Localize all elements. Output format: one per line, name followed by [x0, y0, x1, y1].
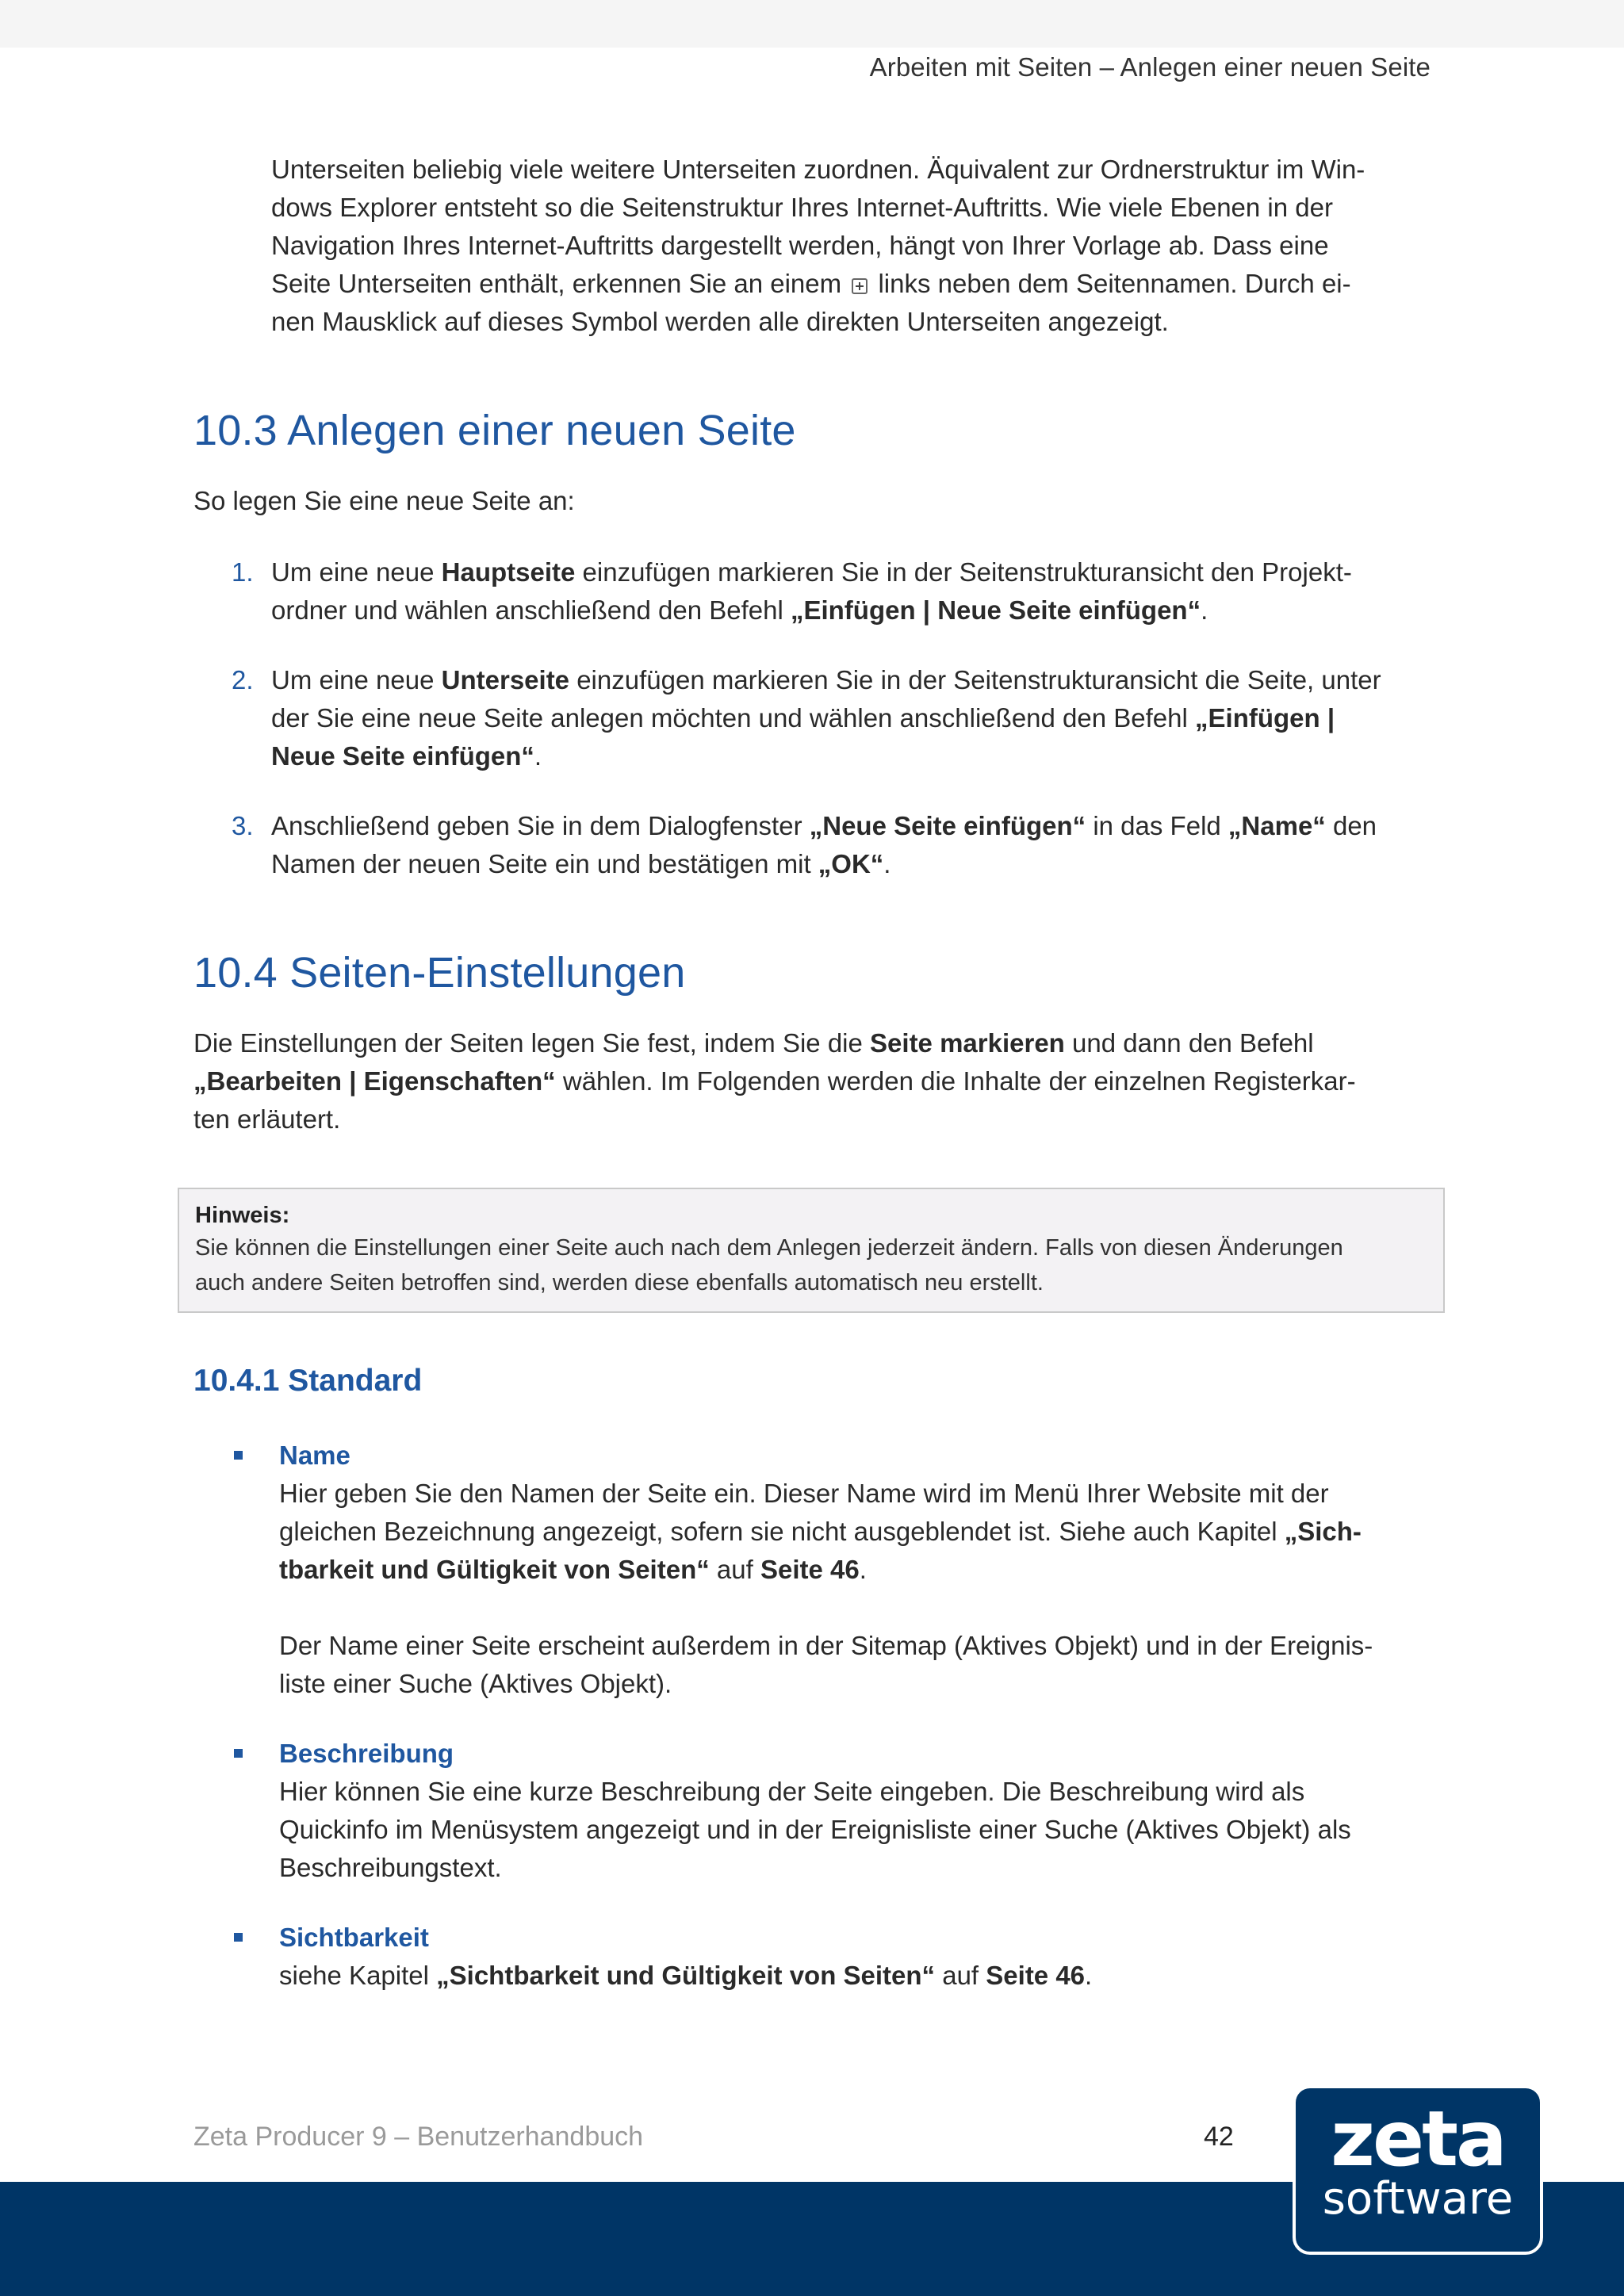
intro-line: dows Explorer entsteht so die Seitenstruktur Ihres Internet-Auftritts. Wie viele Ebenen in der: [271, 193, 1333, 222]
logo-wordmark: zeta: [1331, 2095, 1505, 2183]
paragraph-line: [193, 1024, 1446, 1062]
intro-text: links neben dem Seitennamen. Durch ei-: [878, 269, 1351, 298]
zeta-software-logo: [1293, 2085, 1543, 2255]
item-text: gleichen Bezeichnung angezeigt, sofern sie nicht ausgeblendet ist. Siehe auch Kapitel: [279, 1517, 1285, 1546]
step-text: .: [534, 741, 542, 771]
note-line: auch andere Seiten betroffen sind, werden diese ebenfalls automatisch neu erstellt.: [195, 1270, 1044, 1295]
bullet-icon: [234, 1749, 243, 1758]
steps-list: [193, 553, 1446, 883]
section-lead: So legen Sie eine neue Seite an:: [193, 486, 575, 515]
item-title: Beschreibung: [279, 1739, 454, 1768]
logo-subtitle: software: [1322, 2173, 1514, 2225]
intro-line: Navigation Ihres Internet-Auftritts dargestellt werden, hängt von Ihrer Vorlage ab. Dass eine: [271, 231, 1329, 260]
step-bold: „Einfügen |: [1195, 703, 1335, 733]
section-10-4-paragraph: [193, 1024, 1446, 1138]
list-number: 3.: [232, 811, 254, 840]
subsection-heading: 10.4.1 Standard: [193, 1364, 423, 1398]
step-text: einzufügen markieren Sie in der Seitenstrukturansicht die Seite, unter: [569, 665, 1381, 695]
note-line: Sie können die Einstellungen einer Seite auch nach dem Anlegen jederzeit ändern. Falls von diesen Änderungen: [195, 1235, 1343, 1261]
step-bold: Unterseite: [441, 665, 570, 695]
item-text: liste einer Suche (Aktives Objekt).: [279, 1669, 672, 1698]
page-content: [193, 151, 1446, 1138]
step-text: .: [883, 849, 891, 878]
intro-line: [271, 265, 1446, 303]
item-bold: „Sich-: [1284, 1517, 1362, 1546]
bullet-icon: [234, 1451, 243, 1460]
step-text: Namen der neuen Seite ein und bestätigen mit: [271, 849, 818, 878]
step-text: Um eine neue: [271, 557, 442, 587]
list-item: [193, 1919, 1446, 1995]
item-text: Beschreibungstext.: [279, 1853, 502, 1882]
item-title: Sichtbarkeit: [279, 1923, 429, 1952]
item-bold: Seite 46: [986, 1961, 1086, 1990]
note-box: [178, 1188, 1445, 1313]
item-text: auf: [935, 1961, 986, 1990]
step-bold: „OK“: [818, 849, 884, 878]
step-text: in das Feld: [1086, 811, 1228, 840]
item-text: .: [1085, 1961, 1093, 1990]
step-text: der Sie eine neue Seite anlegen möchten und wählen anschließend den Befehl: [271, 703, 1196, 733]
list-number: 2.: [232, 665, 254, 695]
item-text: Quickinfo im Menüsystem angezeigt und in der Ereignisliste einer Suche (Aktives Objekt) als: [279, 1815, 1351, 1844]
item-bold: „Sichtbarkeit und Gültigkeit von Seiten“: [436, 1961, 936, 1990]
note-title: Hinweis:: [195, 1203, 290, 1228]
step-bold: Neue Seite einfügen“: [271, 741, 534, 771]
step-text: einzufügen markieren Sie in der Seitenstrukturansicht den Projekt-: [575, 557, 1352, 587]
intro-line: Unterseiten beliebig viele weitere Unterseiten zuordnen. Äquivalent zur Ordnerstruktur im Win-: [271, 155, 1365, 184]
step-text: Um eine neue: [271, 665, 442, 695]
item-text: Hier können Sie eine kurze Beschreibung der Seite eingeben. Die Beschreibung wird als: [279, 1777, 1305, 1806]
running-header: Arbeiten mit Seiten – Anlegen einer neuen Seite: [869, 52, 1431, 82]
para-text: und dann den Befehl: [1064, 1028, 1314, 1058]
page-number: 42: [1204, 2122, 1234, 2152]
paragraph-line: ten erläutert.: [193, 1104, 341, 1134]
item-text: Hier geben Sie den Namen der Seite ein. Dieser Name wird im Menü Ihrer Website mit der: [279, 1479, 1329, 1508]
step-bold: „Neue Seite einfügen“: [809, 811, 1086, 840]
step-bold: Hauptseite: [441, 557, 576, 587]
item-text: auf: [709, 1555, 760, 1584]
item-text: Der Name einer Seite erscheint außerdem in der Sitemap (Aktives Objekt) und in der Ereignis-: [279, 1631, 1373, 1660]
intro-text: Seite Unterseiten enthält, erkennen Sie an einem: [271, 269, 842, 298]
step-bold: „Einfügen | Neue Seite einfügen“: [790, 595, 1201, 625]
settings-list: [193, 1437, 1446, 1995]
list-item: [193, 1735, 1446, 1887]
list-number: 1.: [232, 557, 254, 587]
section-heading-10-4: 10.4 Seiten-Einstellungen: [193, 949, 686, 997]
intro-line: nen Mausklick auf dieses Symbol werden alle direkten Unterseiten angezeigt.: [271, 307, 1169, 336]
list-item: [193, 1437, 1446, 1703]
para-bold: „Bearbeiten | Eigenschaften“: [193, 1066, 556, 1096]
item-text: siehe Kapitel: [279, 1961, 437, 1990]
step-bold: „Name“: [1228, 811, 1326, 840]
step-text: den: [1325, 811, 1377, 840]
top-strip: [0, 0, 1624, 48]
paragraph-line: [193, 1062, 1446, 1100]
para-bold: Seite markieren: [870, 1028, 1065, 1058]
list-item: [193, 661, 1446, 775]
intro-paragraph: [193, 151, 1446, 341]
para-text: Die Einstellungen der Seiten legen Sie fest, indem Sie die: [193, 1028, 871, 1058]
footer-book-title: Zeta Producer 9 – Benutzerhandbuch: [193, 2122, 644, 2152]
item-text: .: [859, 1555, 867, 1584]
item-bold: Seite 46: [760, 1555, 860, 1584]
bullet-icon: [234, 1933, 243, 1942]
step-text: .: [1201, 595, 1208, 625]
section-heading-10-3: 10.3 Anlegen einer neuen Seite: [193, 407, 796, 454]
para-text: wählen. Im Folgenden werden die Inhalte der einzelnen Registerkar-: [555, 1066, 1356, 1096]
list-item: [193, 807, 1446, 883]
step-text: ordner und wählen anschließend den Befehl: [271, 595, 791, 625]
list-item: [193, 553, 1446, 629]
item-bold: tbarkeit und Gültigkeit von Seiten“: [279, 1555, 710, 1584]
plus-box-icon: [852, 278, 868, 294]
step-text: Anschließend geben Sie in dem Dialogfenster: [271, 811, 810, 840]
section-10-4-1: [193, 1360, 1446, 1995]
item-title: Name: [279, 1441, 350, 1470]
